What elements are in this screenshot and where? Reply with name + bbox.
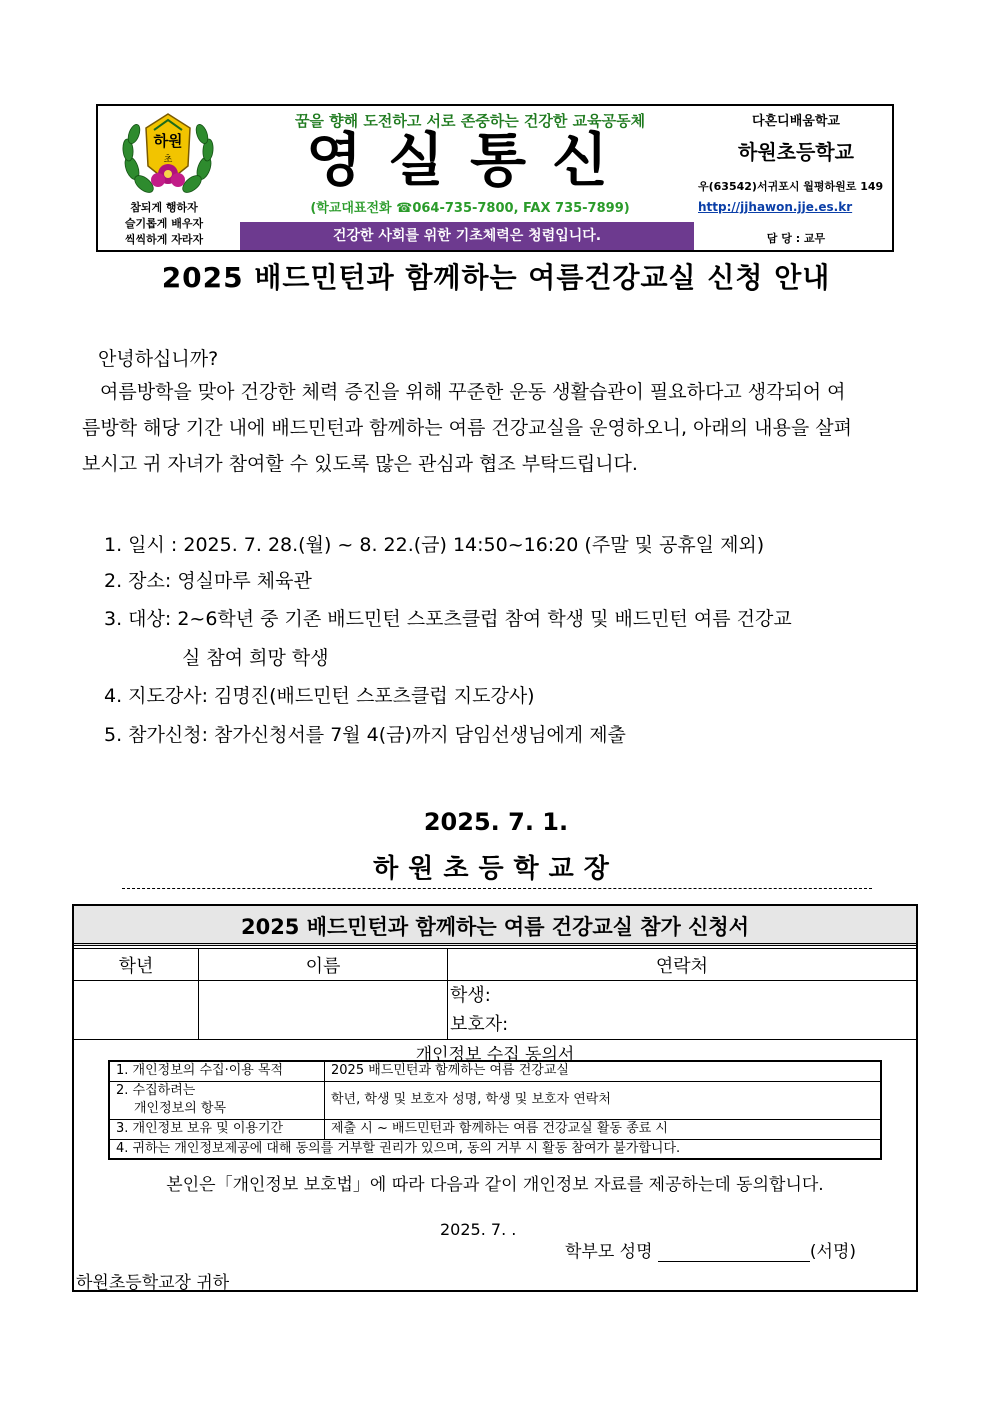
principal-signature: 하원초등학교장: [373, 854, 619, 884]
school-logo: [118, 110, 218, 202]
info-item-date: 1. 일시 : 2025. 7. 28.(월) ~ 8. 22.(금) 14:50~16:20 (주말 및 공휴일 제외): [104, 534, 765, 556]
info-item-application: 5. 참가신청: 참가신청서를 7월 4(금)까지 담임선생님에게 제출: [104, 724, 626, 746]
cut-line: [122, 888, 872, 889]
school-slogan: 꿈을 향해 도전하고 서로 존중하는 건강한 교육공동체: [294, 112, 646, 130]
consent-title: 개인정보 수집 동의서: [415, 1045, 575, 1065]
consent-note: 4. 귀하는 개인정보제공에 대해 동의를 거부할 권리가 있으며, 동의 거부 시 활동 참여가 불가합니다.: [109, 1139, 881, 1159]
intro-line: 보시고 귀 자녀가 참여할 수 있도록 많은 관심과 협조 부탁드립니다.: [82, 453, 638, 475]
header-grade: 학년: [74, 949, 199, 981]
svg-text:하원: 하원: [153, 132, 183, 150]
consent-label: 2. 수집하려는 개인정보의 항목: [109, 1081, 325, 1119]
phone-line: (학교대표전화 ☎064-735-7800, FAX 735-7899): [310, 201, 630, 216]
sign-label: 학부모 성명: [565, 1242, 653, 1262]
consent-label: 1. 개인정보의 수집·이용 목적: [109, 1061, 325, 1081]
addressee: 하원초등학교장 귀하: [76, 1273, 230, 1293]
school-address: 우(63542)서귀포시 월평하원로 149: [698, 180, 884, 193]
issue-date: 2025. 7. 1.: [423, 808, 569, 836]
form-title: 2025 배드민턴과 함께하는 여름 건강교실 참가 신청서: [74, 906, 916, 946]
consent-value: 2025 배드민턴과 함께하는 여름 건강교실: [325, 1061, 882, 1081]
consent-value: 제출 시 ~ 배드민턴과 함께하는 여름 건강교실 활동 종료 시: [325, 1119, 882, 1139]
header-contact: 연락처: [448, 949, 917, 981]
newsletter-title: 영실통신: [305, 126, 635, 194]
contact-person: 담 당 : 교무: [766, 232, 826, 245]
info-item-instructor: 4. 지도강사: 김명진(배드민턴 스포츠클럽 지도강사): [104, 685, 535, 707]
info-item-target-cont: 실 참여 희망 학생: [182, 647, 329, 669]
grade-field[interactable]: [74, 981, 199, 1040]
parent-signature-line: [565, 1237, 856, 1262]
school-motto: 다혼디배움학교: [752, 114, 840, 129]
motto-line: 참되게 행하자: [130, 201, 198, 214]
motto-line: 슬기롭게 배우자: [124, 217, 204, 230]
homepage-link[interactable]: http://jjhawon.jje.es.kr: [698, 200, 853, 214]
intro-line: 름방학 해당 기간 내에 배드민턴과 함께하는 여름 건강교실을 운영하오니, 아래의 내용을 살펴: [82, 417, 852, 439]
consent-agreement: 본인은「개인정보 보호법」에 따라 다음과 같이 개인정보 자료를 제공하는데 동의합니다.: [166, 1175, 824, 1195]
svg-text:초: 초: [163, 155, 173, 165]
integrity-banner: 건강한 사회를 위한 기초체력은 청렴입니다.: [240, 222, 694, 250]
intro-line: 여름방학을 맞아 건강한 체력 증진을 위해 꾸준한 운동 생활습관이 필요하다고 생각되어 여: [100, 381, 846, 403]
motto-line: 씩씩하게 자라자: [124, 233, 204, 246]
school-name: 하원초등학교: [738, 140, 854, 164]
student-contact-label: 학생:: [450, 985, 491, 1006]
contact-field[interactable]: [448, 981, 917, 1040]
consent-label: 3. 개인정보 보유 및 이용기간: [109, 1119, 325, 1139]
sign-suffix: (서명): [809, 1242, 857, 1262]
consent-value: 학년, 학생 및 보호자 성명, 학생 및 보호자 연락처: [325, 1081, 882, 1119]
info-item-target: 3. 대상: 2~6학년 중 기존 배드민턴 스포츠클럽 참여 학생 및 배드민턴 여름 건강교: [104, 608, 792, 630]
guardian-contact-label: 보호자:: [450, 1014, 509, 1035]
header-name: 이름: [199, 949, 448, 981]
sign-date: 2025. 7. .: [440, 1220, 517, 1239]
consent-table: [108, 1060, 882, 1160]
applicant-table: [74, 948, 916, 1040]
info-item-place: 2. 장소: 영실마루 체육관: [104, 570, 312, 592]
name-field[interactable]: [199, 981, 448, 1040]
greeting: 안녕하십니까?: [98, 348, 219, 370]
signature-field[interactable]: [658, 1243, 810, 1262]
document-title: 2025 배드민턴과 함께하는 여름건강교실 신청 안내: [161, 261, 831, 294]
